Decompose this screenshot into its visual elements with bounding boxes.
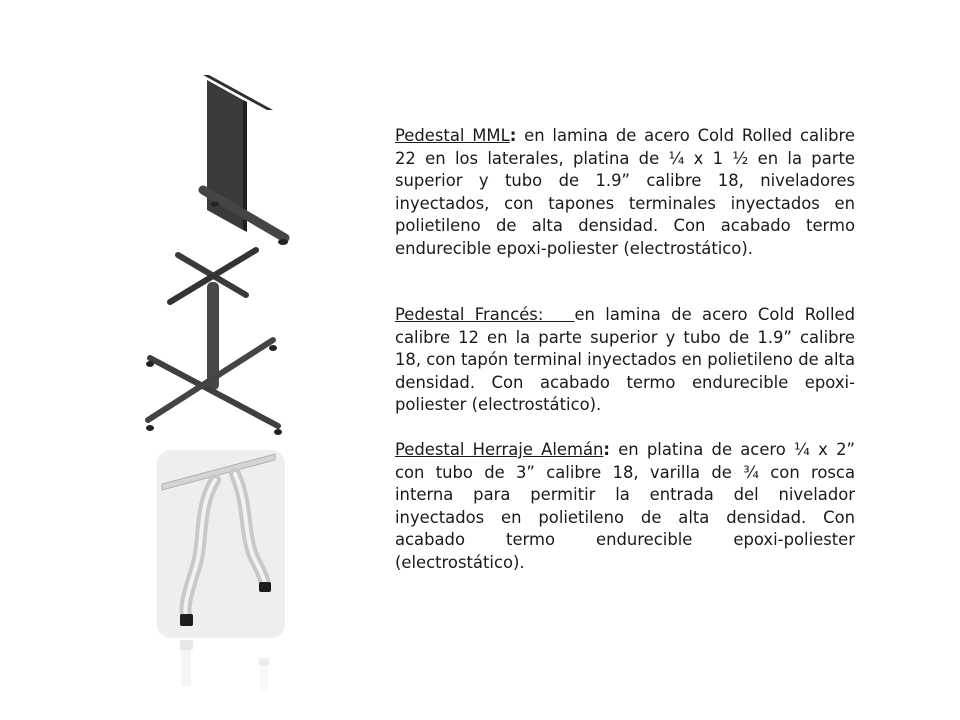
reflection-leg-left	[181, 650, 191, 686]
pedestal-frances-image	[138, 240, 288, 440]
frances-foot-3	[269, 345, 277, 351]
pedestal-mml-colon: :	[509, 126, 517, 145]
pedestal-mml-image	[195, 70, 295, 250]
pedestal-frances-term: Pedestal Francés:	[395, 305, 575, 324]
pedestal-aleman-image	[157, 450, 285, 638]
pedestal-aleman-reflection	[157, 638, 285, 698]
pedestal-aleman-description	[395, 439, 855, 575]
pedestal-aleman-term: Pedestal Herraje Alemán	[395, 440, 604, 459]
aleman-foot-right	[259, 582, 271, 592]
reflection-leg-right	[260, 666, 268, 692]
pedestal-mml-body: en lamina de acero Cold Rolled calibre 22 en los laterales, platina de ¼ x 1 ½ en la parte superior y tubo de 1.9” calibre 18, niveladores inyectados, con tapones terminales inyectados en polietileno de alta densidad. Con acabado termo endurecible epoxi-poliester (electrostático).	[395, 126, 856, 258]
pedestal-aleman-colon: :	[603, 440, 610, 459]
mml-leveler-back	[211, 202, 219, 207]
pedestal-mml-term: Pedestal MML	[395, 126, 510, 145]
frances-foot-1	[146, 425, 154, 431]
frances-foot-4	[146, 361, 154, 367]
frances-foot-2	[274, 429, 282, 435]
reflection-foot-left	[180, 640, 193, 650]
pedestal-frances-body: en lamina de acero Cold Rolled calibre 12 en la parte superior y tubo de 1.9” calibre 18, con tapón terminal inyectados en polietileno de alta densidad. Con acabado termo endurecible epoxi-poliester (electrostático).	[395, 305, 855, 415]
reflection-foot-right	[259, 658, 269, 666]
pedestal-mml-description	[395, 125, 855, 261]
pedestal-aleman-body: en platina de acero ¼ x 2” con tubo de 3” calibre 18, varilla de ¾ con rosca interna para permitir la entrada del nivelador inyectados en polietileno de alta densidad. Con acabado termo endurecible epoxi-poliester (electrostático).	[395, 440, 855, 572]
pedestal-frances-description	[395, 304, 855, 417]
aleman-foot-left	[180, 614, 193, 626]
